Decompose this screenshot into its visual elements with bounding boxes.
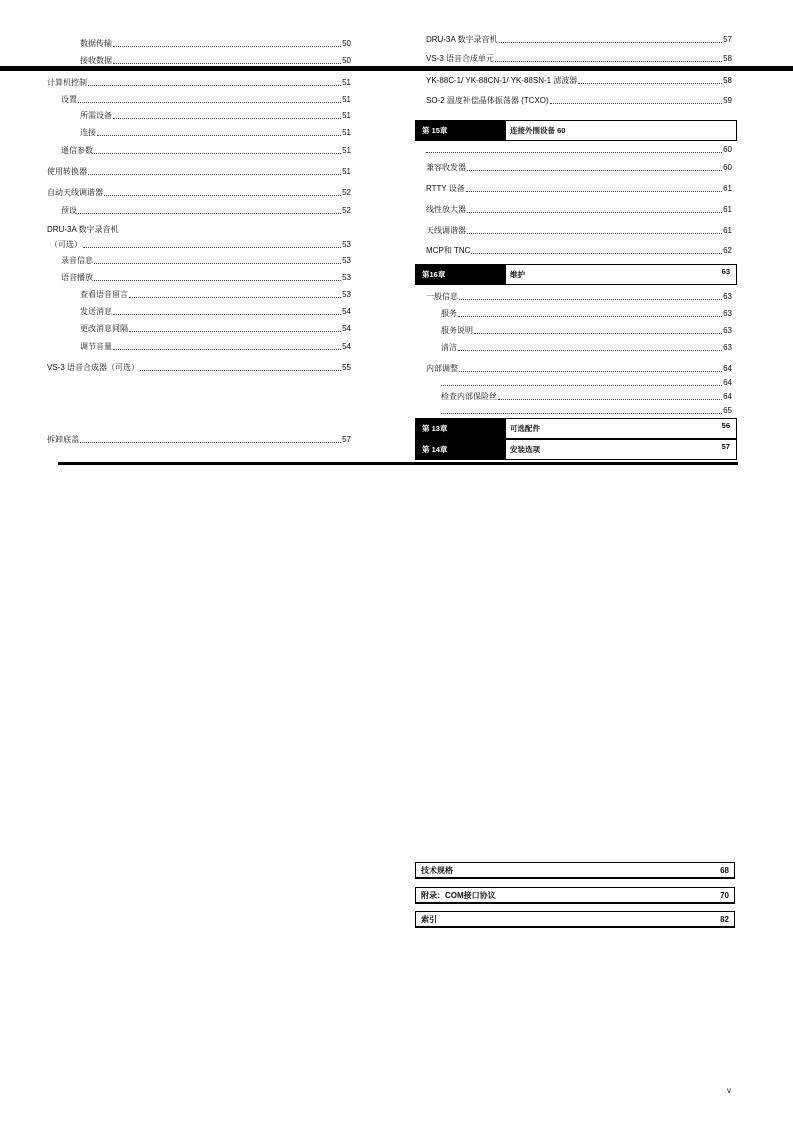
dot-leader [97, 135, 341, 136]
appendix-page: 68 [720, 865, 729, 875]
toc-entry-title: 数据传输 [80, 39, 112, 48]
toc-entry-title: 调节音量 [80, 342, 112, 351]
dot-leader [80, 442, 341, 443]
toc-entry-title: 检查内部保险丝 [441, 392, 497, 401]
top-divider-bar [0, 66, 793, 71]
toc-entry[interactable] [61, 255, 351, 266]
dot-leader [88, 85, 341, 86]
chapter-label: 第 13章 [416, 419, 506, 438]
toc-entry-title: 兼容收发器 [426, 163, 466, 172]
toc-entry[interactable] [426, 53, 732, 64]
dot-leader [467, 233, 722, 234]
appendix-box[interactable] [415, 887, 735, 904]
toc-entry[interactable] [47, 434, 351, 445]
toc-entry[interactable] [80, 289, 351, 300]
toc-entry-page: 64 [723, 392, 732, 401]
dot-leader [466, 191, 722, 192]
toc-entry[interactable] [80, 127, 351, 138]
chapter-label: 第 14章 [416, 440, 506, 459]
toc-entry-title: 服务说明 [441, 326, 473, 335]
dot-leader [94, 280, 341, 281]
toc-entry[interactable] [426, 291, 732, 302]
toc-entry-title: MCP和 TNC [426, 246, 471, 255]
toc-entry-title: 使用转换器 [47, 167, 87, 176]
toc-entry-page: 50 [342, 39, 351, 48]
dot-leader [550, 103, 722, 104]
dot-leader [441, 385, 722, 386]
chapter-page: 56 [721, 421, 730, 430]
toc-entry-page: 51 [342, 78, 351, 87]
dot-leader [459, 299, 722, 300]
toc-entry-title: 天线调谐器 [426, 226, 466, 235]
dot-leader [474, 333, 722, 334]
page-number: v [727, 1086, 731, 1095]
toc-entry-title: DRU-3A 数字录音机 [426, 35, 498, 44]
toc-entry-page: 63 [723, 326, 732, 335]
toc-entry-title: 发送消息 [80, 307, 112, 316]
dot-leader [426, 152, 722, 153]
toc-entry-title: 录音信息 [61, 256, 93, 265]
chapter-title: 安装选项 [510, 445, 540, 454]
toc-entry-title: VS-3 语音合成器（可选） [47, 363, 140, 372]
dot-leader [140, 370, 341, 371]
toc-entry-page: 53 [342, 290, 351, 299]
chapter-label: 第16章 [416, 265, 506, 284]
toc-entry[interactable] [426, 75, 732, 86]
dot-leader [94, 263, 341, 264]
appendix-page: 82 [720, 914, 729, 924]
dot-leader [113, 349, 341, 350]
toc-entry[interactable] [61, 94, 351, 105]
toc-entry-page: 64 [723, 364, 732, 373]
toc-entry-title: 内部调整 [426, 364, 458, 373]
toc-entry[interactable] [426, 363, 732, 374]
appendix-title: 技术规格 [421, 865, 453, 875]
toc-entry[interactable] [426, 183, 732, 194]
toc-entry-page: 51 [342, 128, 351, 137]
toc-entry[interactable] [61, 145, 351, 156]
toc-entry-page: 62 [723, 246, 732, 255]
toc-entry[interactable] [441, 377, 732, 388]
toc-entry[interactable] [80, 306, 351, 317]
chapter-label: 第 15章 [416, 121, 506, 140]
toc-entry-page: 61 [723, 226, 732, 235]
dot-leader [578, 83, 722, 84]
dot-leader [495, 61, 722, 62]
dot-leader [113, 46, 341, 47]
dot-leader [467, 170, 722, 171]
dot-leader [129, 331, 341, 332]
toc-entry-page: 53 [342, 256, 351, 265]
toc-entry-title: 一般信息 [426, 292, 458, 301]
toc-entry-title: 自动天线调谐器 [47, 188, 103, 197]
toc-entry-title: YK-88C-1/ YK-88CN-1/ YK-88SN-1 滤波器 [426, 76, 578, 85]
toc-entry[interactable] [441, 325, 732, 336]
toc-entry-page: 53 [342, 240, 351, 249]
toc-entry[interactable] [47, 224, 351, 235]
toc-entry[interactable] [426, 34, 732, 45]
toc-entry-title: 清洁 [441, 343, 457, 352]
toc-entry-title: 线性放大器 [426, 205, 466, 214]
toc-entry-page: 61 [723, 184, 732, 193]
toc-entry[interactable] [80, 323, 351, 334]
toc-entry[interactable] [426, 245, 732, 256]
dot-leader [83, 247, 341, 248]
toc-entry[interactable] [426, 225, 732, 236]
toc-entry-title: VS-3 语音合成单元 [426, 54, 495, 63]
toc-entry-title: 连接 [80, 128, 96, 137]
toc-entry[interactable] [441, 391, 732, 402]
toc-entry-title: SO-2 温度补偿晶体振荡器 (TCXO) [426, 96, 549, 105]
toc-entry[interactable] [80, 341, 351, 352]
toc-entry-title: 通信参数 [61, 146, 93, 155]
toc-entry-title: 设置 [61, 95, 77, 104]
appendix-title: 附录：COM接口协议 [421, 890, 496, 900]
toc-entry[interactable] [80, 110, 351, 121]
dot-leader [499, 42, 723, 43]
toc-entry-page: 58 [723, 76, 732, 85]
toc-entry[interactable] [426, 204, 732, 215]
toc-entry-title: DRU-3A 数字录音机 [47, 225, 119, 234]
toc-entry-title: （可选） [50, 240, 82, 249]
dot-leader [471, 253, 722, 254]
toc-entry[interactable] [47, 187, 351, 198]
toc-entry[interactable] [426, 162, 732, 173]
dot-leader [104, 195, 341, 196]
toc-entry-page: 51 [342, 95, 351, 104]
dot-leader [458, 350, 722, 351]
toc-entry-page: 59 [723, 96, 732, 105]
chapter-header[interactable] [415, 418, 737, 439]
toc-entry[interactable] [50, 239, 351, 250]
toc-entry[interactable] [441, 308, 732, 319]
toc-entry-page: 60 [723, 163, 732, 172]
toc-entry-page: 51 [342, 146, 351, 155]
toc-entry-page: 58 [723, 54, 732, 63]
toc-entry[interactable] [47, 166, 351, 177]
toc-entry-page: 52 [342, 188, 351, 197]
appendix-box[interactable] [415, 911, 735, 928]
chapter-page: 57 [721, 442, 730, 451]
toc-entry[interactable] [47, 362, 351, 373]
dot-leader [458, 316, 722, 317]
toc-entry-page: 63 [723, 292, 732, 301]
toc-entry-page: 61 [723, 205, 732, 214]
toc-entry-page: 55 [342, 363, 351, 372]
toc-entry-page: 52 [342, 206, 351, 215]
toc-entry[interactable] [441, 405, 732, 416]
toc-entry[interactable] [441, 342, 732, 353]
toc-entry-page: 57 [723, 35, 732, 44]
toc-entry[interactable] [426, 144, 732, 155]
dot-leader [498, 399, 722, 400]
appendix-box[interactable] [415, 862, 735, 879]
dot-leader [113, 314, 341, 315]
toc-entry-page: 50 [342, 56, 351, 65]
chapter-title: 连接外围设备 60 [510, 126, 566, 135]
chapter-header[interactable] [415, 264, 737, 285]
dot-leader [467, 212, 722, 213]
chapter-title: 维护 [510, 270, 525, 279]
toc-entry-page: 54 [342, 307, 351, 316]
toc-entry-page: 65 [723, 406, 732, 415]
toc-entry-title: 查看语音留言 [80, 290, 128, 299]
toc-entry-title: 语音播放 [61, 273, 93, 282]
dot-leader [113, 63, 341, 64]
toc-entry[interactable] [426, 95, 732, 106]
toc-entry-title: 拆卸底盖 [47, 435, 79, 444]
toc-entry-title: 预设 [61, 206, 77, 215]
dot-leader [78, 213, 341, 214]
toc-entry-page: 51 [342, 167, 351, 176]
chapter-header[interactable] [415, 439, 737, 460]
dot-leader [94, 153, 341, 154]
toc-entry[interactable] [47, 77, 351, 88]
column-bottom-rule [58, 462, 738, 465]
dot-leader [441, 413, 722, 414]
toc-entry-title: 计算机控制 [47, 78, 87, 87]
toc-entry-page: 63 [723, 343, 732, 352]
chapter-page [730, 121, 736, 123]
toc-entry-title: RTTY 设备 [426, 184, 465, 193]
toc-entry[interactable] [80, 55, 351, 66]
toc-entry[interactable] [80, 38, 351, 49]
toc-entry[interactable] [61, 205, 351, 216]
dot-leader [459, 371, 722, 372]
toc-entry-page: 60 [723, 145, 732, 154]
appendix-page: 70 [720, 890, 729, 900]
toc-entry-page: 54 [342, 324, 351, 333]
toc-entry-page: 63 [723, 309, 732, 318]
chapter-page: 63 [721, 267, 730, 276]
toc-entry-title: 服务 [441, 309, 457, 318]
toc-entry-page: 57 [342, 435, 351, 444]
toc-entry-page: 51 [342, 111, 351, 120]
toc-entry-title: 接收数据 [80, 56, 112, 65]
dot-leader [129, 297, 341, 298]
toc-entry-page: 54 [342, 342, 351, 351]
dot-leader [113, 118, 341, 119]
dot-leader [88, 174, 341, 175]
toc-entry-title: 更改消息间隔 [80, 324, 128, 333]
dot-leader [78, 102, 341, 103]
toc-entry-page: 64 [723, 378, 732, 387]
chapter-header[interactable] [415, 120, 737, 141]
appendix-title: 索引 [421, 914, 437, 924]
chapter-title: 可选配件 [510, 424, 540, 433]
toc-entry[interactable] [61, 272, 351, 283]
toc-entry-page: 53 [342, 273, 351, 282]
toc-entry-title: 所需设备 [80, 111, 112, 120]
